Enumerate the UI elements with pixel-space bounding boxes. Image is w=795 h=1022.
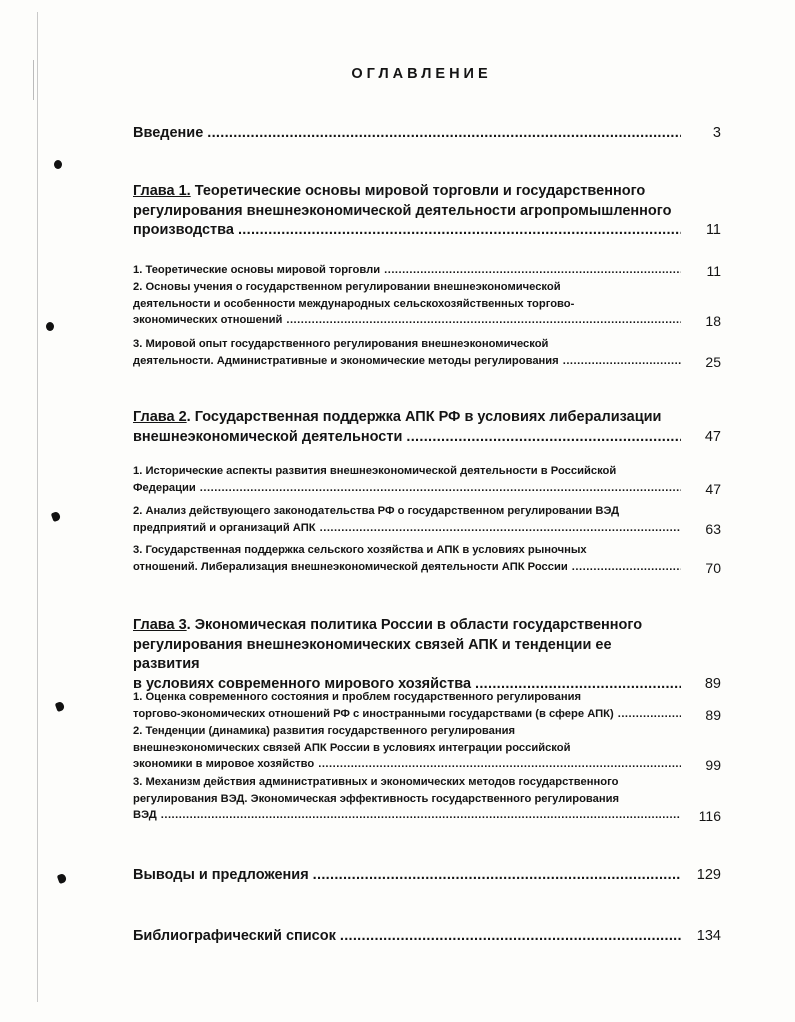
binding-hole-mark <box>54 160 62 169</box>
chapter-heading-line: в условиях современного мирового хозяйства <box>133 675 472 692</box>
section-line: 3. Государственная поддержка сельского хозяйства и АПК в условиях рыночных <box>133 544 587 556</box>
section-line: торгово-экономических отношений РФ с иностранными государствами (в сфере АПК) <box>133 707 614 720</box>
toc-section-1-3[interactable] <box>133 336 721 369</box>
toc-section-3-1[interactable] <box>133 689 721 722</box>
leader-dots <box>318 756 681 773</box>
binding-hole-mark <box>55 701 66 712</box>
leader-dots <box>238 221 681 241</box>
page-number: 116 <box>698 808 721 824</box>
chapter-heading-line: производства <box>133 222 234 238</box>
section-line: 2. Основы учения о государственном регулировании внешнеэкономической <box>133 281 561 293</box>
page-number: 18 <box>705 313 721 329</box>
toc-section-1-1[interactable] <box>133 262 721 279</box>
section-line: регулирования ВЭД. Экономическая эффективность государственного регулирования <box>133 792 620 805</box>
toc-chapter-2[interactable] <box>133 408 721 447</box>
leader-dots <box>313 866 681 886</box>
section-line: 1. Оценка современного состояния и проблем государственного регулирования <box>133 691 582 703</box>
section-line: 3. Механизм действия административных и экономических методов государственного <box>133 776 619 788</box>
toc-entry-label: Выводы и предложения <box>133 867 309 883</box>
section-line: деятельности и особенности международных сельскохозяйственных торгово- <box>133 297 575 310</box>
page-number: 129 <box>696 867 721 883</box>
leader-dots <box>161 807 681 824</box>
page-number: 63 <box>705 520 721 537</box>
section-line: 1. Теоретические основы мировой торговли <box>133 264 381 276</box>
leader-dots <box>618 706 681 723</box>
chapter-heading-line: регулирования внешнеэкономической деятельности агропромышленного <box>133 202 672 219</box>
leader-dots <box>572 559 681 576</box>
section-line: предприятий и организаций АПК <box>133 521 316 534</box>
page-number: 89 <box>704 675 721 692</box>
toc-entry-label: Библиографический список <box>133 928 336 944</box>
page-number: 3 <box>712 125 721 141</box>
toc-section-3-2[interactable] <box>133 723 721 773</box>
section-line: внешнеэкономических связей АПК России в условиях интеграции российской <box>133 741 571 754</box>
chapter-heading-line: Глава 3. Экономическая политика России в области государственного <box>133 617 643 633</box>
binding-hole-mark <box>57 873 68 884</box>
leader-dots <box>563 353 681 370</box>
page-number: 11 <box>706 263 721 279</box>
chapter-heading-line: Глава 1. Теоретические основы мировой торговли и государственного <box>133 183 646 199</box>
section-line: ВЭД <box>133 809 157 821</box>
toc-section-2-2[interactable] <box>133 503 721 536</box>
page-number: 47 <box>704 428 721 445</box>
leader-dots <box>200 480 681 497</box>
page-number: 11 <box>705 222 721 238</box>
section-line: экономических отношений <box>133 314 283 326</box>
binding-hole-mark <box>51 511 62 522</box>
leader-dots <box>406 428 681 448</box>
leader-dots <box>207 124 681 144</box>
leader-dots <box>286 312 681 329</box>
page-number: 25 <box>705 353 721 370</box>
section-line: 3. Мировой опыт государственного регулирования внешнеэкономической <box>133 338 549 350</box>
toc-entry-bibliography[interactable] <box>133 927 721 947</box>
toc-section-3-3[interactable] <box>133 774 721 824</box>
toc-entry-label: Введение <box>133 125 204 141</box>
chapter-label: Глава 3 <box>133 617 187 633</box>
section-line: 2. Анализ действующего законодательства РФ о государственном регулировании ВЭД <box>133 505 620 517</box>
section-line: Федерации <box>133 481 196 494</box>
toc-entry-conclusions[interactable] <box>133 866 721 886</box>
page-number: 99 <box>705 757 721 773</box>
leader-dots <box>340 927 681 947</box>
toc-section-2-3[interactable] <box>133 542 721 575</box>
toc-chapter-3[interactable] <box>133 616 721 694</box>
scan-edge-line <box>37 12 38 1002</box>
toc-section-1-2[interactable] <box>133 279 721 329</box>
chapter-label: Глава 2 <box>133 409 187 425</box>
page-number: 89 <box>705 706 721 723</box>
leader-dots <box>384 262 681 279</box>
chapter-heading-line: Глава 2. Государственная поддержка АПК РФ в условиях либерализации <box>133 409 662 425</box>
section-line: 2. Тенденции (динамика) развития государственного регулирования <box>133 725 516 737</box>
chapter-label: Глава 1. <box>133 183 191 199</box>
toc-section-2-1[interactable] <box>133 463 721 496</box>
page-number: 134 <box>696 928 721 944</box>
section-line: деятельности. Административные и экономические методы регулирования <box>133 354 559 367</box>
chapter-heading-line: внешнеэкономической деятельности <box>133 428 403 445</box>
page-number: 47 <box>705 480 721 497</box>
toc-entry-intro[interactable] <box>133 124 721 144</box>
section-line: 1. Исторические аспекты развития внешнеэкономической деятельности в Российской <box>133 465 617 477</box>
toc-chapter-1[interactable] <box>133 182 721 241</box>
chapter-heading-line: регулирования внешнеэкономических связей АПК и тенденции ее развития <box>133 636 612 672</box>
binding-hole-mark <box>46 322 54 331</box>
page-title: ОГЛАВЛЕНИЕ <box>351 66 492 82</box>
page-number: 70 <box>705 559 721 576</box>
leader-dots <box>320 520 681 537</box>
section-line: отношений. Либерализация внешнеэкономической деятельности АПК России <box>133 560 568 573</box>
section-line: экономики в мировое хозяйство <box>133 758 315 770</box>
